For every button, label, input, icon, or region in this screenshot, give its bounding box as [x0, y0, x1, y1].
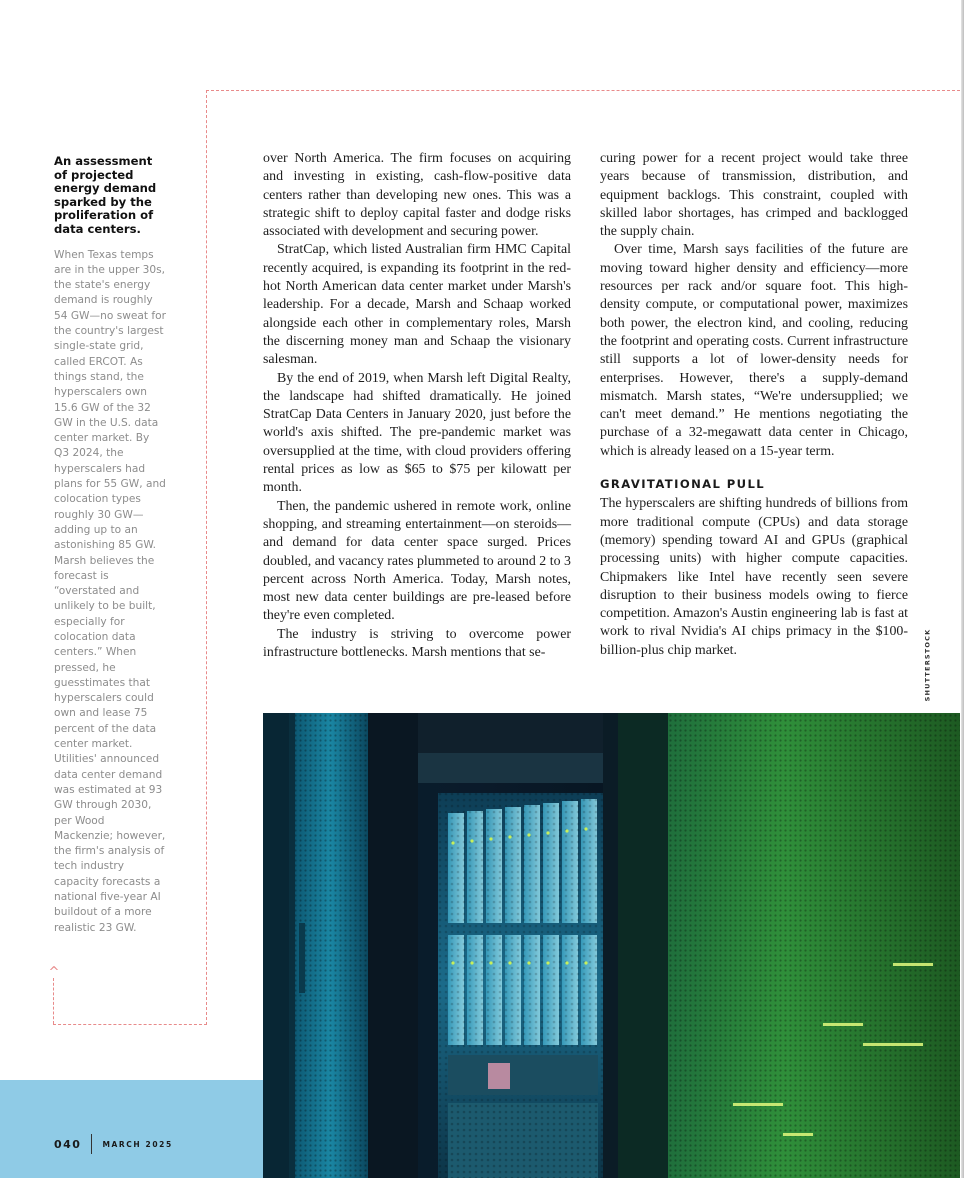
paragraph: curing power for a recent project would take three years because of transmission, distribution, and equipment backlogs. This constraint, coupled with skilled labor shortages, has crimped and backlogged the supply chain.: [600, 151, 908, 240]
paragraph: By the end of 2019, when Marsh left Digital Realty, the landscape had shifted dramatically. He joined StratCap Data Centers in January 2020, just before the world's axis shifted. The pre-pandemic market was oversupplied at the time, with cloud providers offering rental prices as low as $65 to $75 per kilowatt per month.: [263, 370, 571, 496]
dashed-frame-top: [206, 90, 960, 91]
photo-credit: [920, 620, 934, 710]
sidebar-heading: An assessment of projected energy demand sparked by the proliferation of data centers.: [54, 154, 157, 236]
issue-date: MARCH 2025: [102, 1139, 173, 1149]
dashed-frame-left: [206, 90, 207, 1025]
arrow-up-icon: ^: [48, 965, 60, 980]
paragraph: Then, the pandemic ushered in remote work, online shopping, and streaming entertainment—on steroids—and demand for data center space surged. Prices doubled, and vacancy rates plummeted to around 2 to 3 percent across North America. Today, Marsh notes, most new data center buildings are pre-leased before they're even completed.: [263, 498, 571, 624]
photo-credit-text: SHUTTERSTOCK: [923, 628, 931, 702]
article-column-2: [600, 150, 908, 660]
dashed-frame-bottom: [53, 1024, 207, 1025]
sidebar: [54, 155, 166, 936]
server-rack-photo: [263, 713, 960, 1178]
paragraph: Over time, Marsh says facilities of the future are moving toward higher density and efficiency—more resources per rack and/or square foot. This high-density compute, or computational power, maximizes both power, the electron kind, and cooling, reducing the footprint and operating costs. Current infrastructure still supports a lot of lower-density needs for enterprises. However, there's a supply-demand mismatch. Marsh states, “We're undersupplied; we can't meet demand.” He mentions negotiating the purchase of a 32-megawatt data center in Chicago, which is already leased on a 15-year term.: [600, 242, 908, 459]
page-number: 040: [54, 1137, 82, 1151]
article-column-1: [263, 150, 571, 662]
folio: [54, 1133, 173, 1155]
paragraph: StratCap, which listed Australian firm HMC Capital recently acquired, is expanding its footprint in the red-hot North American data center market under Marsh's leadership. For a decade, Marsh and Schaap worked alongside each other in complementary roles, Marsh the discerning money man and Schaap the visionary salesman.: [263, 242, 571, 368]
folio-divider: [91, 1134, 92, 1154]
paragraph: The industry is striving to overcome power infrastructure bottlenecks. Marsh mentions that se-: [263, 626, 571, 661]
dashed-connector: [53, 978, 54, 1024]
paragraph: The hyperscalers are shifting hundreds of billions from more traditional compute (CPUs) and data storage (memory) spending toward AI and GPUs (graphical processing units) with higher compute capacities. Chipmakers like Intel have recently seen severe disruption to their business models owing to fierce competition. Amazon's Austin engineering lab is fast at work to rival Nvidia's AI chips primacy in the $100-billion-plus chip market.: [600, 496, 908, 658]
section-subhead: GRAVITATIONAL PULL: [600, 477, 766, 492]
paragraph: over North America. The firm focuses on acquiring and investing in existing, cash-flow-positive data centers rather than developing new ones. This was a strategic shift to deploy capital faster and dodge risks associated with development and securing power.: [263, 151, 571, 240]
footer-color-band: [0, 1080, 263, 1178]
sidebar-body: When Texas temps are in the upper 30s, the state's energy demand is roughly 54 GW—no sweat for the country's largest single-state grid, called ERCOT. As things stand, the hyperscalers own 15.6 GW of the 32 GW in the U.S. data center market. By Q3 2024, the hyperscalers had plans for 55 GW, and colocation types roughly 30 GW—adding up to an astonishing 85 GW. Marsh believes the forecast is “overstated and unlikely to be built, especially for colocation data centers.” When pressed, he guesstimates that hyperscalers could own and lease 75 percent of the data center market. Utilities' announced data center demand was estimated at 93 GW through 2030, per Wood Mackenzie; however, the firm's analysis of tech industry capacity forecasts a national five-year AI buildout of a more realistic 23 GW.: [54, 248, 166, 934]
